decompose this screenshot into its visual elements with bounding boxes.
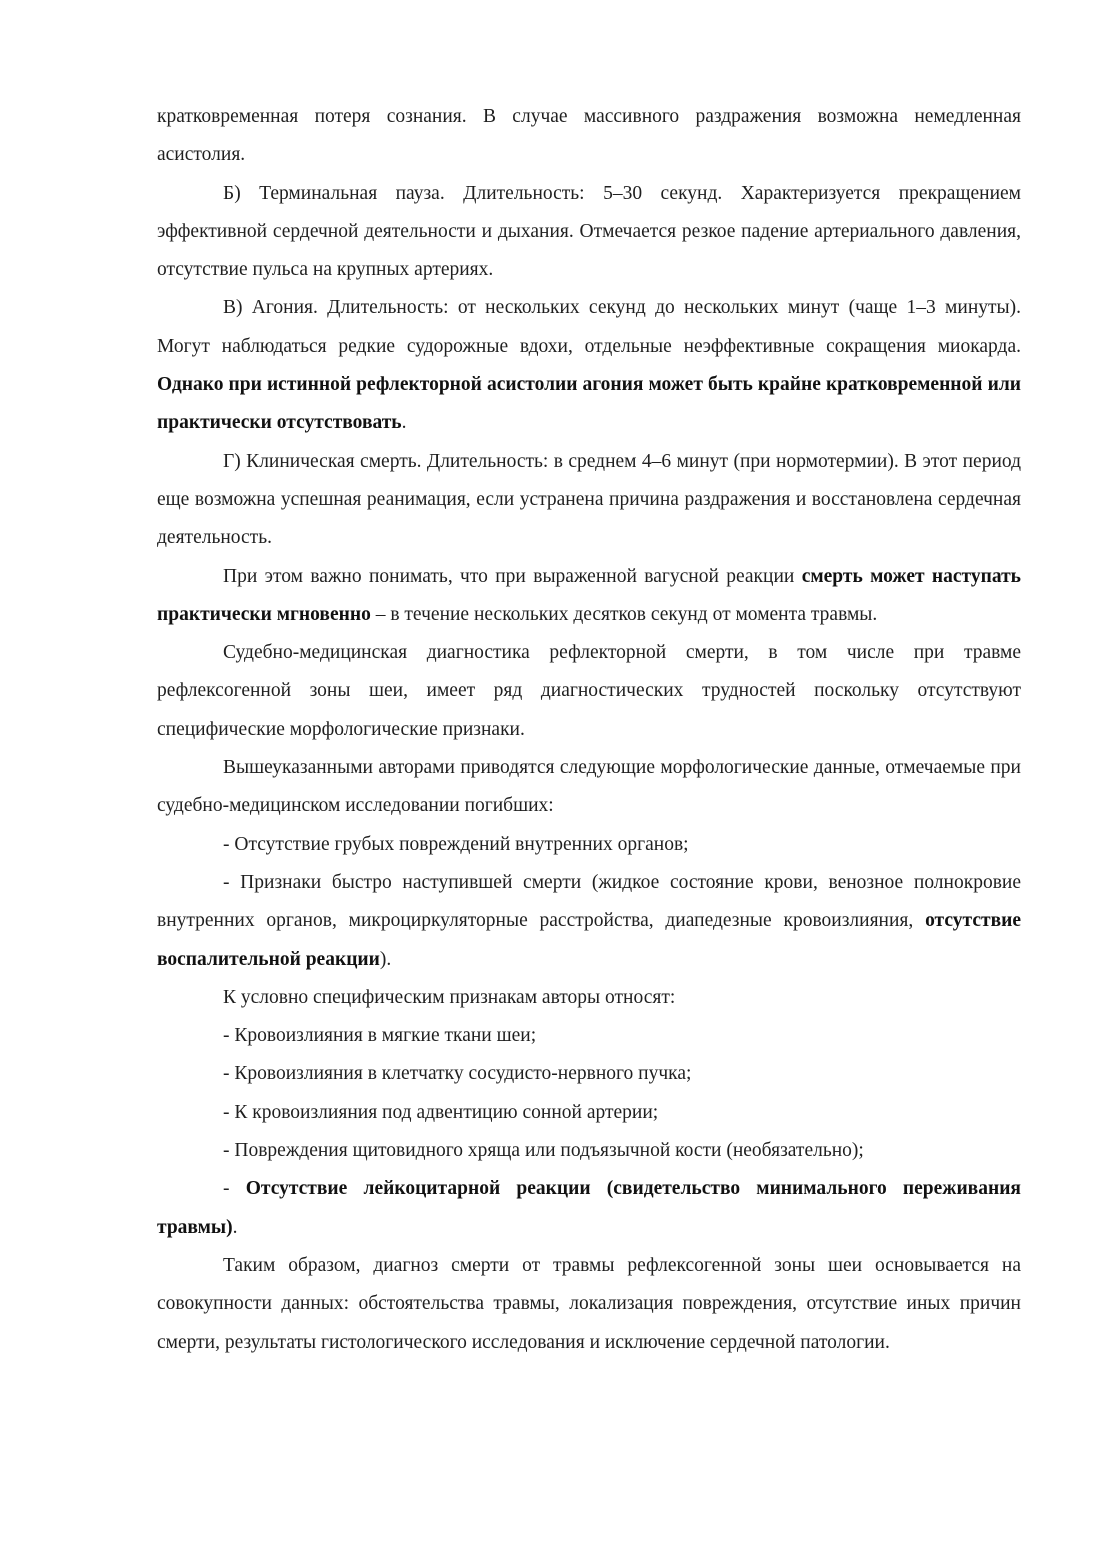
list-item xyxy=(157,1094,1021,1132)
text-segment: В) Агония. Длительность: от нескольких секунд до нескольких минут (чаще 1–3 минуты). Могут наблюдаться редкие судорожные вдохи, отдельные неэффективные сокращения миокарда. xyxy=(157,297,1021,357)
bold-text-segment: отсутствие воспалительной реакции xyxy=(157,910,1021,970)
text-segment: кратковременная потеря сознания. В случае массивного раздражения возможна немедленная асистолия. xyxy=(157,106,1021,166)
text-segment: Судебно-медицинская диагностика рефлекторной смерти, в том числе при травме рефлексогенной зоны шеи, имеет ряд диагностических трудностей поскольку отсутствуют специфические морфологические признаки. xyxy=(157,642,1021,740)
list-item xyxy=(157,826,1021,864)
bold-text-segment: Однако при истинной рефлекторной асистолии агония может быть крайне кратковременной или практически отсутствовать xyxy=(157,374,1021,434)
paragraph-diagnostics xyxy=(157,634,1021,749)
list-item xyxy=(157,1055,1021,1093)
paragraph-morphological-data xyxy=(157,749,1021,826)
text-segment: – в течение нескольких десятков секунд от момента травмы. xyxy=(370,603,878,625)
paragraph-continuation xyxy=(157,98,1021,175)
paragraph-agony xyxy=(157,289,1021,442)
text-segment: . xyxy=(232,1216,238,1238)
text-segment: - xyxy=(223,1178,246,1200)
text-segment: - Отсутствие грубых повреждений внутренних органов; xyxy=(223,833,689,855)
text-segment: - Признаки быстро наступившей смерти (жидкое состояние крови, венозное полнокровие внутренних органов, микроциркуляторные расстройства, диапедезные кровоизлияния, xyxy=(157,871,1021,932)
bold-text-segment: смерть может наступать практически мгновенно xyxy=(157,565,1021,625)
text-segment: Вышеуказанными авторами приводятся следующие морфологические данные, отмечаемые при судебно-медицинском исследовании погибших: xyxy=(157,757,1021,817)
paragraph-clinical-death xyxy=(157,443,1021,558)
text-segment: Таким образом, диагноз смерти от травмы рефлексогенной зоны шеи основывается на совокупности данных: обстоятельства травмы, локализация повреждения, отсутствие иных причин смерти, результаты гистологического исследования и исключение сердечной патологии. xyxy=(157,1254,1021,1353)
text-segment: ). xyxy=(379,948,392,970)
list-item xyxy=(157,864,1021,979)
document-page xyxy=(157,98,1021,1362)
list-item xyxy=(157,1170,1021,1247)
text-segment: К условно специфическим признакам авторы относят: xyxy=(223,986,676,1008)
text-segment: - К кровоизлияния под адвентицию сонной артерии; xyxy=(223,1101,659,1123)
text-segment: Г) Клиническая смерть. Длительность: в среднем 4–6 минут (при нормотермии). В этот период еще возможна успешная реанимация, если устранена причина раздражения и восстановлена сердечная деятельность. xyxy=(157,450,1021,549)
text-segment: - Кровоизлияния в клетчатку сосудисто-нервного пучка; xyxy=(223,1063,692,1085)
text-segment: - Кровоизлияния в мягкие ткани шеи; xyxy=(223,1025,537,1047)
paragraph-specific-signs-intro xyxy=(157,979,1021,1017)
text-segment: Б) Терминальная пауза. Длительность: 5–30 секунд. Характеризуется прекращением эффективной сердечной деятельности и дыхания. Отмечается резкое падение артериального давления, отсутствие пульса на крупных артериях. xyxy=(157,182,1021,281)
paragraph-terminal-pause xyxy=(157,175,1021,290)
text-segment: - Повреждения щитовидного хряща или подъязычной кости (необязательно); xyxy=(223,1140,864,1162)
text-segment: . xyxy=(401,412,407,434)
paragraph-conclusion xyxy=(157,1247,1021,1362)
text-segment: При этом важно понимать, что при выраженной вагусной реакции xyxy=(223,565,802,587)
bold-text-segment: Отсутствие лейкоцитарной реакции (свидетельство минимального переживания травмы) xyxy=(157,1178,1021,1238)
paragraph-vagal-reaction xyxy=(157,558,1021,635)
list-item xyxy=(157,1132,1021,1170)
list-item xyxy=(157,1017,1021,1055)
